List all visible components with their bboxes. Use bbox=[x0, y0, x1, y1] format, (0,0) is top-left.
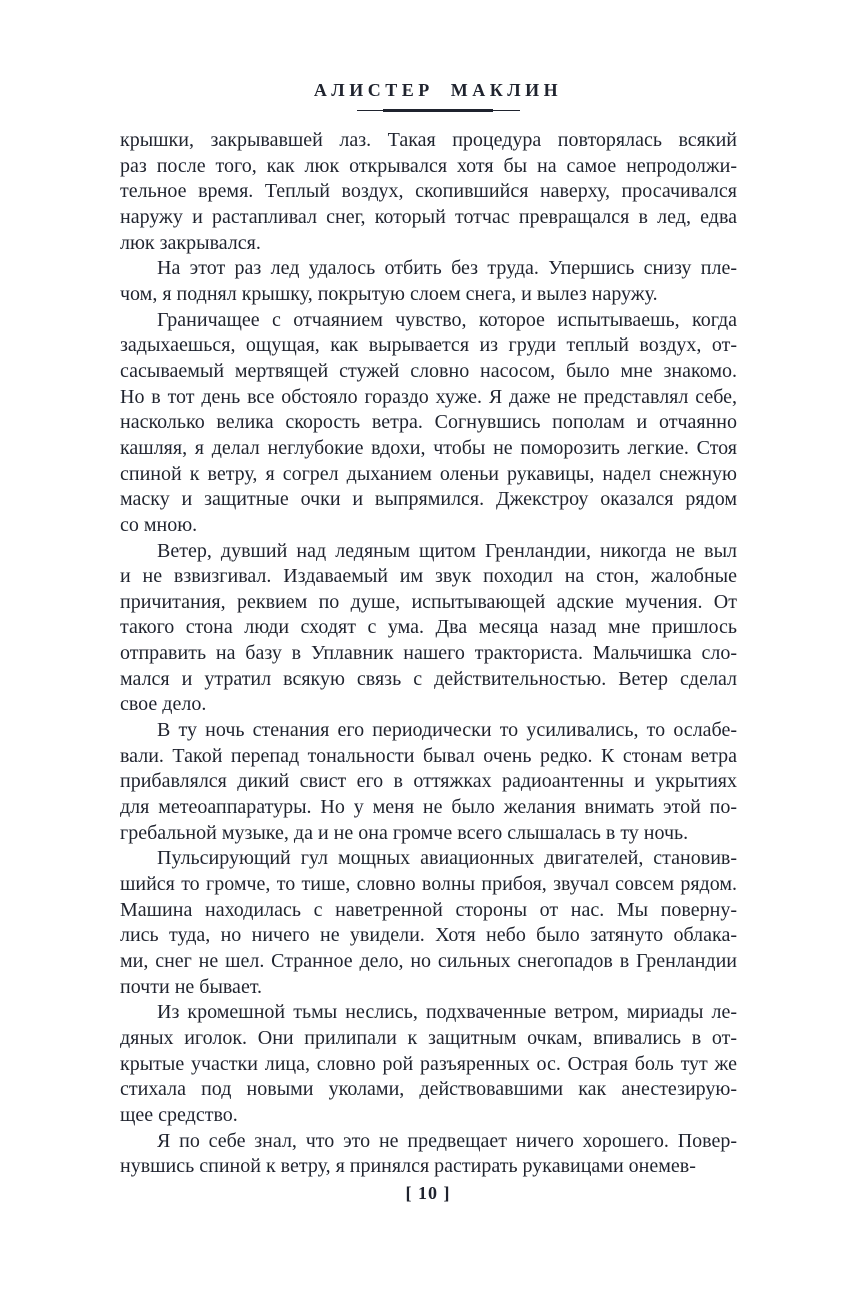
page-body-text bbox=[120, 128, 737, 1180]
text-line: ми, снег не шел. Странное дело, но сильных снегопадов в Гренландии bbox=[120, 950, 737, 972]
text-line: стихала под новыми уколами, действовавшими как анестезирую- bbox=[120, 1078, 737, 1101]
text-line: спиной к ветру, я согрел дыханием оленьи рукавицы, надел снежную bbox=[120, 462, 737, 485]
text-line: Но в тот день все обстояло гораздо хуже. Я даже не представлял себе, bbox=[120, 385, 737, 408]
text-line: Из кромешной тьмы неслись, подхваченные ветром, мириады ле- bbox=[157, 1001, 737, 1024]
paragraph bbox=[120, 256, 737, 307]
text-line: задыхаешься, ощущая, как вырывается из груди теплый воздух, от- bbox=[120, 334, 737, 357]
text-line: наружу и растапливал снег, который тотчас превращался в лед, едва bbox=[120, 205, 737, 228]
text-line: нувшись спиной к ветру, я принялся растирать рукавицами онемев- bbox=[120, 1155, 696, 1178]
paragraph bbox=[120, 539, 737, 719]
text-line: люк закрывался. bbox=[120, 231, 261, 254]
text-line: вали. Такой перепад тональности бывал очень редко. К стонам ветра bbox=[120, 744, 737, 767]
paragraph bbox=[120, 128, 737, 256]
text-line: Машина находилась с наветренной стороны от нас. Мы поверну- bbox=[120, 898, 737, 921]
text-line: прибавлялся дикий свист его в оттяжках радиоантенны и укрытиях bbox=[120, 770, 737, 793]
text-line: Я по себе знал, что это не предвещает ничего хорошего. Повер- bbox=[157, 1129, 737, 1152]
running-head-author: АЛИСТЕР МАКЛИН bbox=[313, 80, 563, 100]
text-line: маску и защитные очки и выпрямился. Джекстроу оказался рядом bbox=[120, 488, 737, 511]
text-line: Пульсирующий гул мощных авиационных двигателей, становив- bbox=[157, 847, 737, 870]
text-line: щее средство. bbox=[120, 1103, 238, 1126]
text-line: свое дело. bbox=[120, 693, 207, 716]
text-line: раз после того, как люк открывался хотя бы на самое непродолжи- bbox=[120, 154, 737, 177]
paragraph bbox=[120, 308, 737, 539]
header-rule-thick-segment bbox=[383, 109, 493, 112]
page-number: [ 10 ] bbox=[405, 1182, 451, 1203]
text-line: причитания, реквием по душе, испытывающей адские мучения. От bbox=[120, 590, 737, 613]
paragraph bbox=[120, 846, 737, 1000]
text-line: тельное время. Теплый воздух, скопившийся наверху, просачивался bbox=[120, 180, 737, 203]
text-line: На этот раз лед удалось отбить без труда. Упершись снизу пле- bbox=[157, 257, 737, 280]
text-line: крытые участки лица, словно рой разъяренных ос. Острая боль тут же bbox=[120, 1052, 737, 1075]
text-line: дяных иголок. Они прилипали к защитным очкам, впивались в от- bbox=[120, 1026, 737, 1049]
text-line: такого стона люди сходят с ума. Два месяца назад мне пришлось bbox=[120, 616, 737, 639]
text-line: чом, я поднял крышку, покрытую слоем снега, и вылез наружу. bbox=[120, 282, 658, 305]
text-line: мался и утратил всякую связь с действительностью. Ветер сделал bbox=[120, 667, 737, 690]
text-line: сасываемый мертвящей стужей словно насосом, было мне знакомо. bbox=[120, 359, 737, 382]
text-line: для метеоаппаратуры. Но у меня не было желания внимать этой по- bbox=[120, 796, 737, 819]
text-line: почти не бывает. bbox=[120, 975, 263, 998]
text-line: Ветер, дувший над ледяным щитом Гренландии, никогда не выл bbox=[157, 539, 737, 562]
text-line: насколько велика скорость ветра. Согнувшись пополам и отчаянно bbox=[120, 411, 737, 434]
text-line: крышки, закрывавшей лаз. Такая процедура повторялась всякий bbox=[120, 129, 737, 151]
text-line: кашляя, я делал неглубокие вдохи, чтобы не поморозить легкие. Стоя bbox=[120, 436, 737, 459]
text-line: отправить на базу в Уплавник нашего тракториста. Мальчишка сло- bbox=[120, 642, 737, 665]
text-line: В ту ночь стенания его периодически то усиливались, то ослабе- bbox=[157, 719, 737, 742]
paragraph bbox=[120, 1000, 737, 1128]
paragraph bbox=[120, 1129, 737, 1180]
text-line: и не взвизгивал. Издаваемый им звук походил на стон, жалобные bbox=[120, 565, 737, 588]
text-line: со мною. bbox=[120, 513, 198, 536]
header-rule bbox=[357, 108, 520, 113]
text-line: гребальной музыке, да и не она громче всего слышалась в ту ночь. bbox=[120, 821, 689, 844]
text-line: Граничащее с отчаянием чувство, которое испытываешь, когда bbox=[157, 308, 737, 331]
text-line: шийся то громче, то тише, словно волны прибоя, звучал совсем рядом. bbox=[120, 873, 737, 896]
paragraph bbox=[120, 718, 737, 846]
text-line: лись туда, но ничего не увидели. Хотя небо было затянуто облака- bbox=[120, 924, 737, 947]
